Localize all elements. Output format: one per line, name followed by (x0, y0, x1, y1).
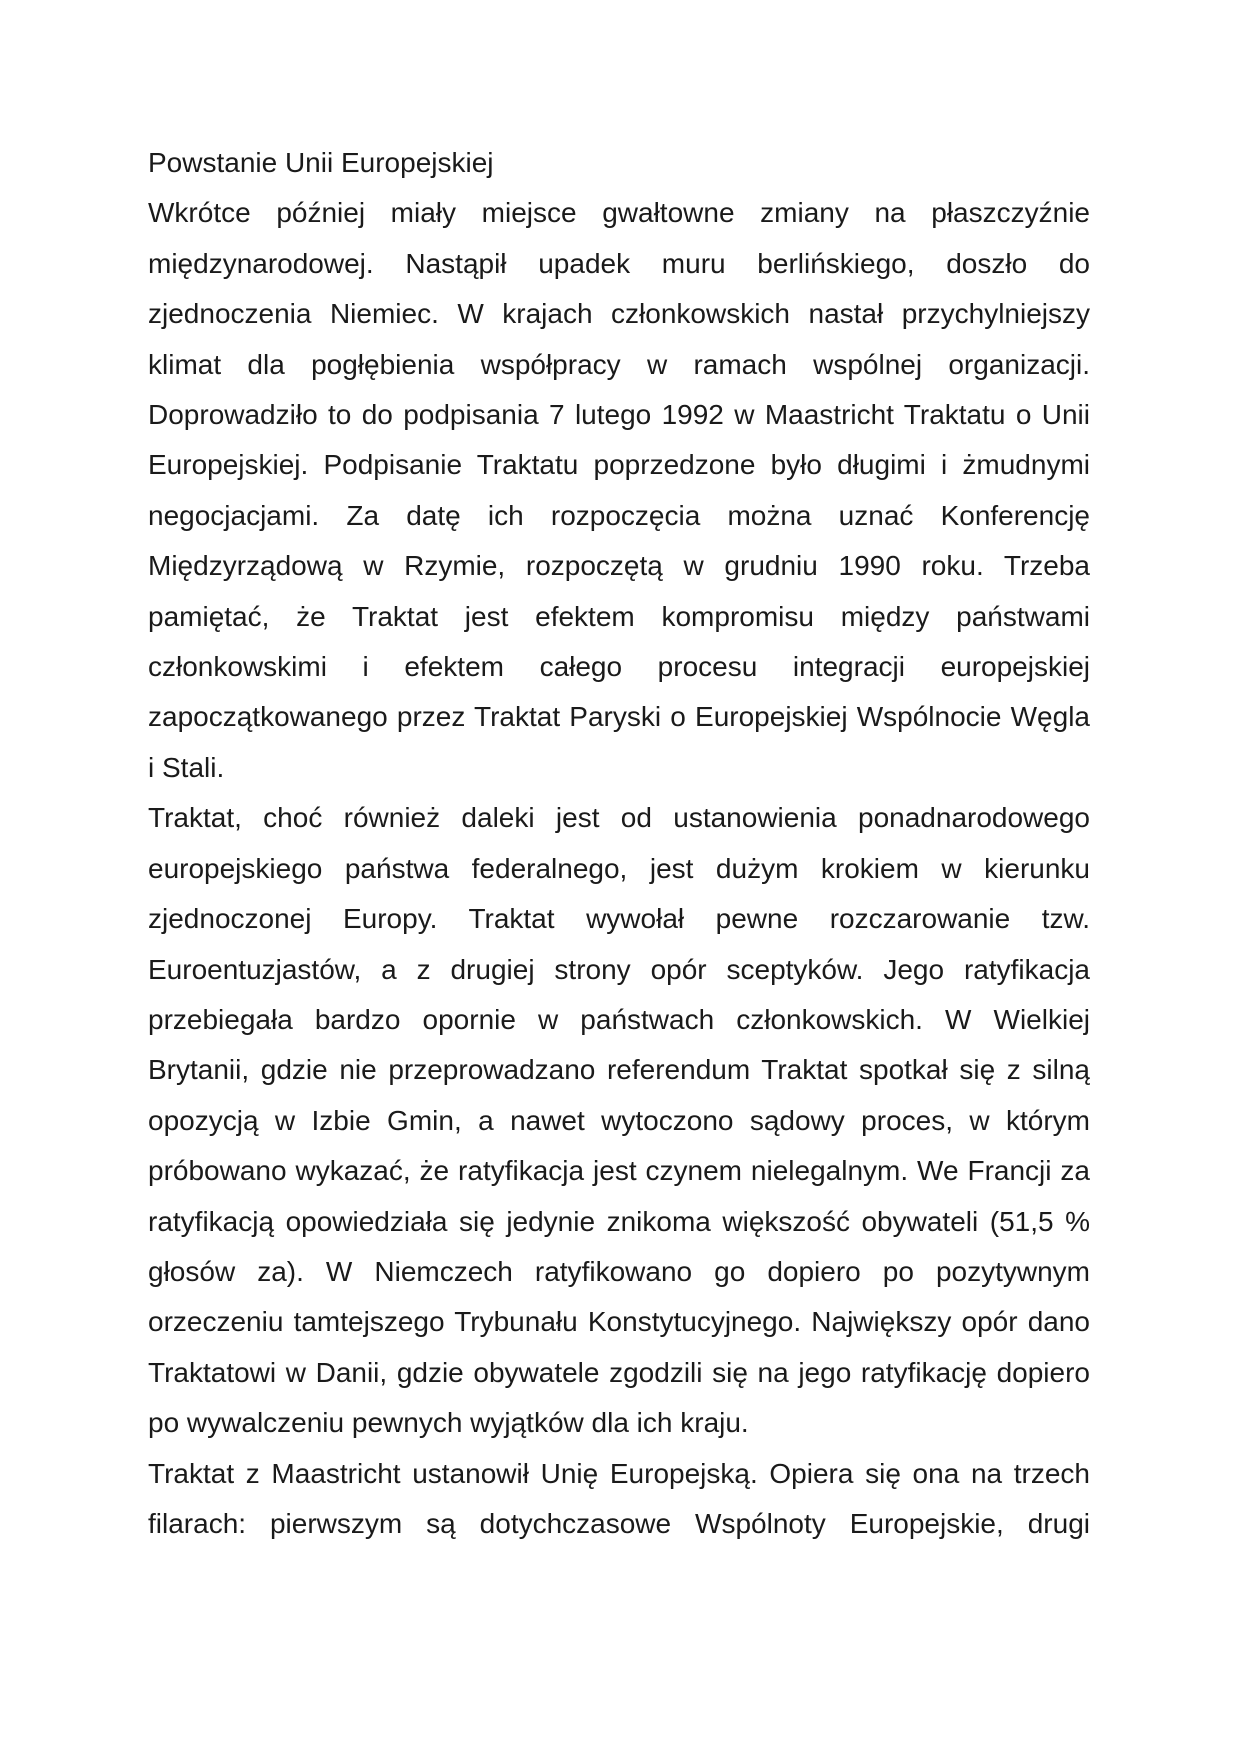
paragraph-pillars: Traktat z Maastricht ustanowił Unię Europejską. Opiera się ona na trzech filarach: pierwszym są dotychczasowe Wspólnoty Europejskie, drugi (148, 1457, 1090, 1539)
paragraph-origins: Wkrótce później miały miejsce gwałtowne zmiany na płaszczyźnie międzynarodowej. Nastąpił upadek muru berlińskiego, doszło do zjednoczenia Niemiec. W krajach członkowskich nastał przychylniejszy klimat dla pogłębienia współpracy w ramach wspólnej organizacji. Doprowadziło to do podpisania 7 lutego 1992 w Maastricht Traktatu o Unii Europejskiej. Podpisanie Traktatu poprzedzone było długimi i żmudnymi negocjacjami. Za datę ich rozpoczęcia można uznać Konferencję Międzyrządową w Rzymie, rozpoczętą w grudniu 1990 roku. Trzeba pamiętać, że Traktat jest efektem kompromisu między państwami członkowskimi i efektem całego procesu integracji europejskiej zapoczątkowanego przez Traktat Paryski o Europejskiej Wspólnocie Węgla i Stali. (148, 197, 1090, 783)
document-page (148, 138, 1090, 1549)
document-title: Powstanie Unii Europejskiej (148, 147, 494, 178)
paragraph-ratification: Traktat, choć również daleki jest od ustanowienia ponadnarodowego europejskiego państwa federalnego, jest dużym krokiem w kierunku zjednoczonej Europy. Traktat wywołał pewne rozczarowanie tzw. Euroentuzjastów, a z drugiej strony opór sceptyków. Jego ratyfikacja przebiegała bardzo opornie w państwach członkowskich. W Wielkiej Brytanii, gdzie nie przeprowadzano referendum Traktat spotkał się z silną opozycją w Izbie Gmin, a nawet wytoczono sądowy proces, w którym próbowano wykazać, że ratyfikacja jest czynem nielegalnym. We Francji za ratyfikacją opowiedziała się jedynie znikoma większość obywateli (51,5 % głosów za). W Niemczech ratyfikowano go dopiero po pozytywnym orzeczeniu tamtejszego Trybunału Konstytucyjnego. Największy opór dano Traktatowi w Danii, gdzie obywatele zgodzili się na jego ratyfikację dopiero po wywalczeniu pewnych wyjątków dla ich kraju. (148, 802, 1090, 1439)
